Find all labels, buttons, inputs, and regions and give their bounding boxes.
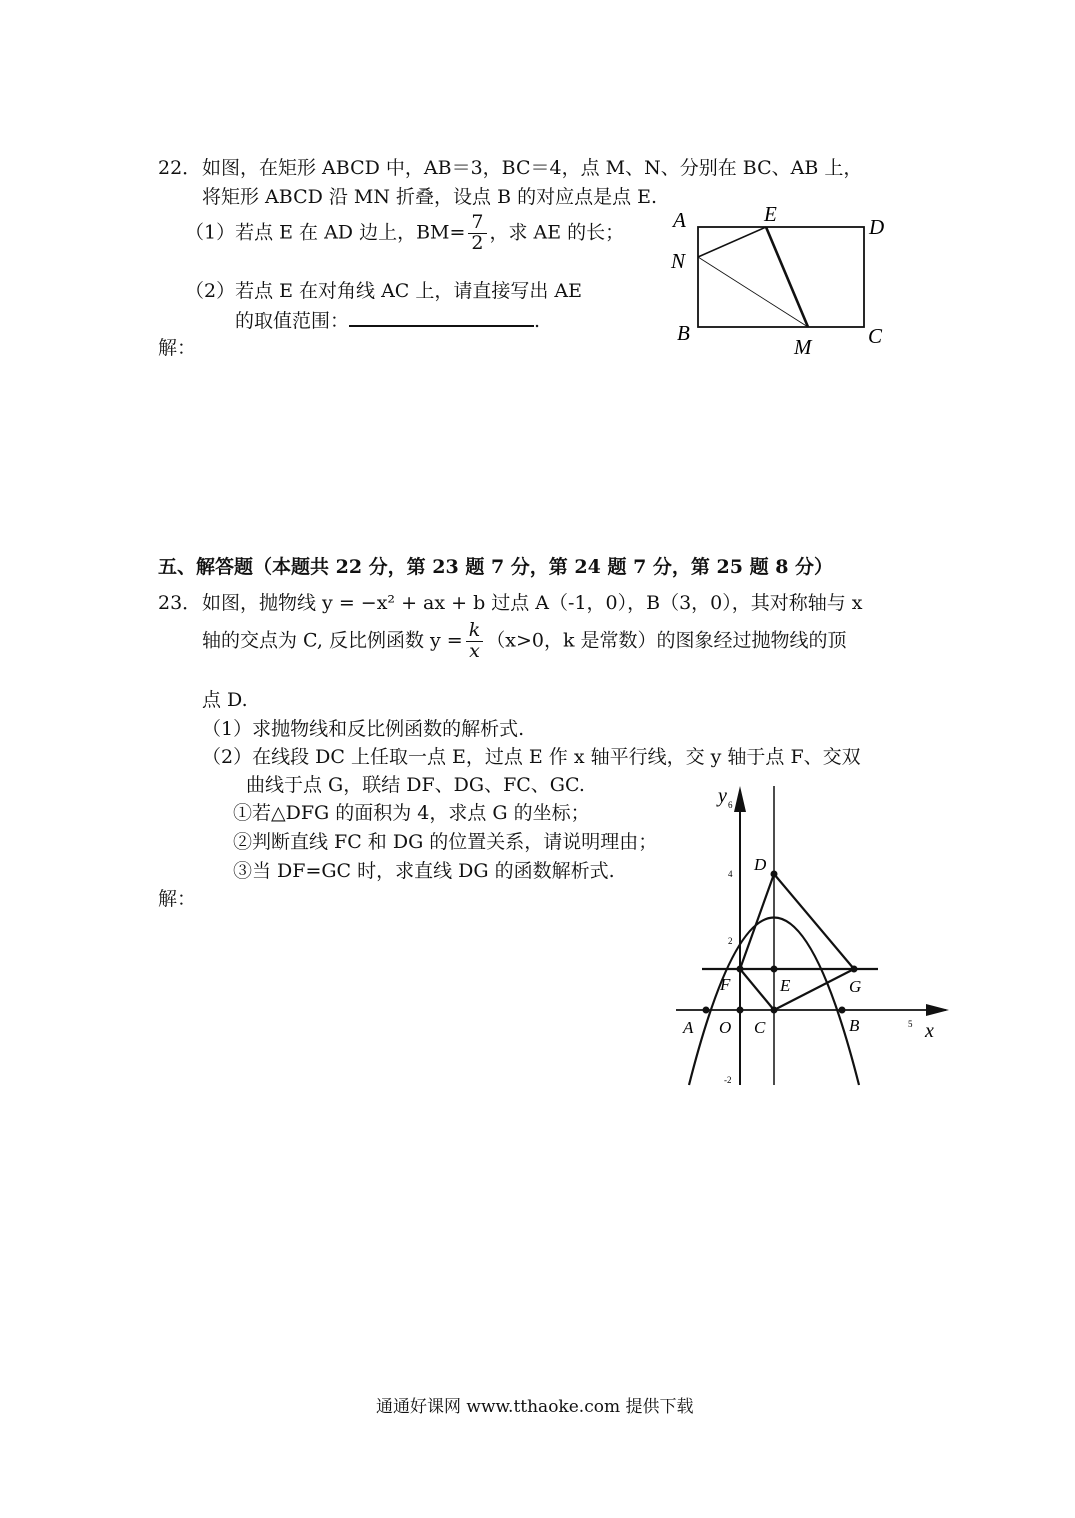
footer-text: 通通好课网 www.tthaoke.com 提供下载 [376,1397,694,1417]
fraction-denominator: 2 [471,231,484,254]
point-b [839,1007,846,1014]
q23-line2-suffix: （x>0，k 是常数）的图象经过抛物线的顶 [486,629,847,652]
label-o: O [719,1018,732,1037]
q22-part2-line1: （2）若点 E 在对角线 AC 上，请直接写出 AE [185,280,583,302]
q22-answer-label: 解： [158,337,197,359]
q23-line3: 点 D. [202,689,248,711]
q23-part2-line1: （2）在线段 DC 上任取一点 E，过点 E 作 x 轴平行线，交 y 轴于点 F、交双 [202,746,861,768]
label-f: F [720,975,731,994]
q23-number: 23． [158,592,202,614]
tick-x-5: 5 [908,1019,913,1029]
segment-nm [698,257,808,327]
segment-em [766,227,808,327]
fraction-7-over-2 [468,213,486,254]
segment-df [740,874,774,969]
point-g [851,966,858,973]
q22-line2: 将矩形 ABCD 沿 MN 折叠，设点 B 的对应点是点 E. [202,186,658,208]
point-c [771,1007,778,1014]
q22-part1 [185,213,624,254]
y-axis-label: y [718,785,727,807]
label-a: A [683,1018,694,1037]
x-axis-arrow [926,1004,949,1016]
fraction-k-over-x [466,621,484,662]
point-a [703,1007,710,1014]
q22-part1-prefix: （1）若点 E 在 AD 边上，BM= [185,221,466,244]
segment-ne [698,227,766,257]
q23-part2-line2: 曲线于点 G，联结 DF、DG、FC、GC. [246,774,585,796]
q23-sub1: ①若△DFG 的面积为 4，求点 G 的坐标； [233,802,590,824]
point-o [737,1007,744,1014]
q23-answer-label: 解： [158,888,197,910]
segment-fc [740,969,774,1010]
q22-part2-line2 [235,306,540,333]
label-m: M [794,335,812,359]
label-g: G [849,977,862,996]
label-n: N [671,249,686,273]
label-a: A [673,208,686,232]
q23-line2 [202,621,847,662]
label-d: D [869,215,885,239]
q23-sub2: ②判断直线 FC 和 DG 的位置关系，请说明理由； [233,831,658,853]
q22-range-label: 的取值范围： [235,310,350,332]
rectangle-abcd [698,227,864,327]
fraction-denominator: x [469,639,480,662]
point-d [771,871,778,878]
label-e: E [780,976,791,995]
label-c: C [754,1018,766,1037]
tick-y-6: 6 [728,800,733,810]
q22-period: . [534,310,541,332]
q22-part1-suffix: ，求 AE 的长； [489,221,625,244]
parabola-graph [676,780,961,1090]
tick-y-neg2: -2 [724,1075,732,1085]
label-e: E [764,202,777,226]
point-f [737,966,744,973]
section-heading: 五、解答题（本题共 22 分，第 23 题 7 分，第 24 题 7 分，第 25 题 8 分） [158,556,834,578]
label-b: B [677,321,690,345]
answer-blank [349,307,534,327]
label-b: B [849,1016,860,1035]
q23-line2-prefix: 轴的交点为 C, 反比例函数 y = [202,629,463,652]
q22-number: 22． [158,157,202,179]
label-c: C [868,324,883,348]
fraction-numerator: k [466,621,484,642]
q23-line1: 如图，抛物线 y = −x² + ax + b 过点 A（-1，0），B（3，0），其对称轴与 x [202,592,863,614]
tick-y-2: 2 [728,936,733,946]
y-axis-arrow [734,786,746,812]
tick-y-4: 4 [728,869,733,879]
point-e [771,966,778,973]
x-axis-label: x [925,1020,934,1042]
q22-line1: 如图，在矩形 ABCD 中，AB＝3，BC＝4，点 M、N、分别在 BC、AB 上， [202,157,863,179]
fraction-numerator: 7 [468,213,486,234]
q23-sub3: ③当 DF=GC 时，求直线 DG 的函数解析式. [233,860,615,882]
rectangle-fold-figure [660,195,900,365]
q23-part1: （1）求抛物线和反比例函数的解析式. [202,718,525,740]
label-d: D [754,855,767,874]
